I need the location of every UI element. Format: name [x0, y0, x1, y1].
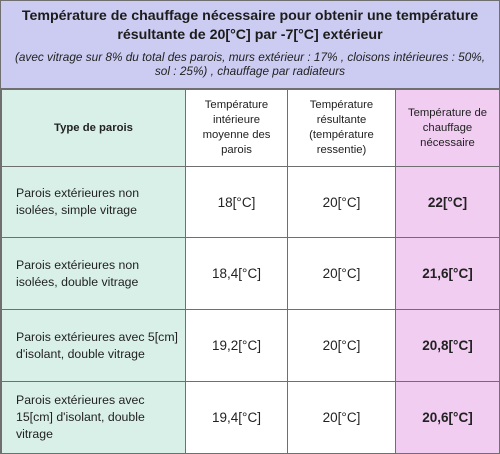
row-average-temperature: 19,2[°C]	[186, 310, 288, 382]
row-wall-type: Parois extérieures non isolées, simple vitrage	[2, 167, 186, 238]
table-row	[2, 167, 500, 238]
table-row	[2, 238, 500, 310]
table-header-row	[2, 90, 500, 167]
document-title: Température de chauffage nécessaire pour obtenir une température résultante de 20[°C] par -7[°C] extérieur	[21, 8, 479, 43]
row-resultant-temperature: 20[°C]	[288, 167, 396, 238]
column-header-resultant-temperature: Température résultante (température ressentie)	[288, 90, 396, 167]
row-heating-temperature: 22[°C]	[396, 167, 500, 238]
row-average-temperature: 18[°C]	[186, 167, 288, 238]
column-header-average-wall-temperature: Température intérieure moyenne des parois	[186, 90, 288, 167]
row-wall-type: Parois extérieures avec 5[cm] d'isolant, double vitrage	[2, 310, 186, 382]
row-heating-temperature: 20,8[°C]	[396, 310, 500, 382]
row-heating-temperature: 21,6[°C]	[396, 238, 500, 310]
column-header-heating-temperature: Température de chauffage nécessaire	[396, 90, 500, 167]
table-row	[2, 310, 500, 382]
heating-table	[1, 89, 500, 454]
document-subtitle: (avec vitrage sur 8% du total des parois, murs extérieur : 17% , cloisons intérieures : 50%, sol : 25%) , chauffage par radiateurs	[14, 50, 486, 78]
table-row	[2, 382, 500, 454]
row-wall-type: Parois extérieures non isolées, double vitrage	[2, 238, 186, 310]
row-resultant-temperature: 20[°C]	[288, 382, 396, 454]
row-average-temperature: 19,4[°C]	[186, 382, 288, 454]
row-resultant-temperature: 20[°C]	[288, 310, 396, 382]
row-resultant-temperature: 20[°C]	[288, 238, 396, 310]
row-average-temperature: 18,4[°C]	[186, 238, 288, 310]
table-header-banner	[1, 1, 499, 89]
row-heating-temperature: 20,6[°C]	[396, 382, 500, 454]
column-header-type: Type de parois	[2, 90, 186, 167]
row-wall-type: Parois extérieures avec 15[cm] d'isolant, double vitrage	[2, 382, 186, 454]
